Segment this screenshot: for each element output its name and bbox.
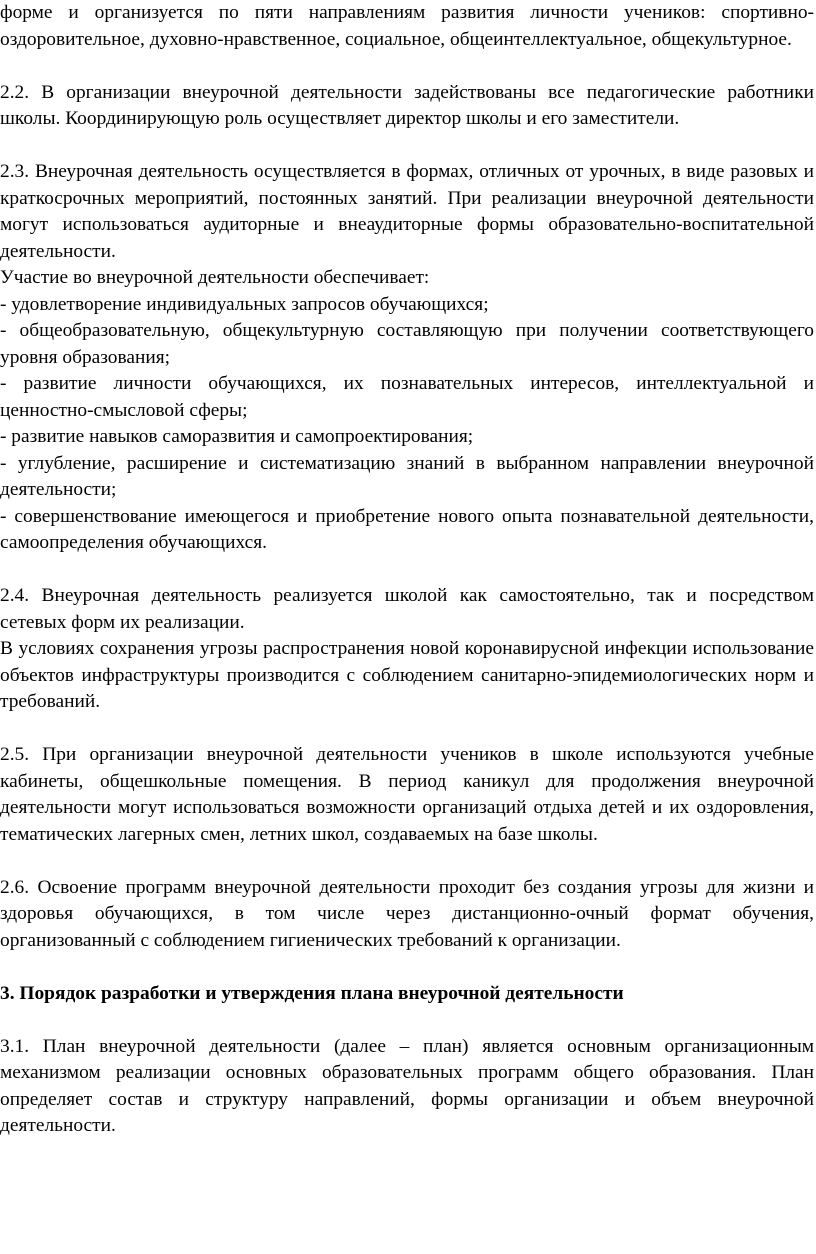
paragraph-2-3: 2.3. Внеурочная деятельность осуществляется в формах, отличных от урочных, в виде разовых и краткосрочных мероприятий, постоянных занятий. При реализации внеурочной деятельности могут использоваться аудиторные и внеаудиторные формы образовательно-воспитательной деятельности. [0,161,814,262]
participation-item: - развитие навыков саморазвития и самопроектирования; [0,426,474,447]
paragraph-gap [0,133,814,160]
intro-continuation-paragraph: форме и организуется по пяти направлениям развития личности учеников: спортивно-оздоровительное, духовно-нравственное, социальное, общеинтеллектуальное, общекультурное. [0,2,814,50]
participation-item: - удовлетворение индивидуальных запросов обучающихся; [0,293,489,315]
paragraph-2-4: 2.4. Внеурочная деятельность реализуется школой как самостоятельно, так и посредством сетевых форм их реализации. [0,585,814,633]
paragraph-gap [0,1007,814,1034]
paragraph-2-6: 2.6. Освоение программ внеурочной деятельности проходит без создания угрозы для жизни и здоровья обучающихся, в том числе через дистанционно-очный формат обучения, организованный с соблюдением гигиенических требований к организации. [0,876,814,951]
paragraph-gap [0,716,814,743]
paragraph-3-1: 3.1. План внеурочной деятельности (далее – план) является основным организационным механизмом реализации основных образовательных программ общего образования. План определяет состав и структуру направлений, формы организации и объем внеурочной деятельности. [0,1035,814,1136]
paragraph-2-4-covid: В условиях сохранения угрозы распространения новой коронавирусной инфекции использование объектов инфраструктуры производится с соблюдением санитарно-эпидемиологических норм и требований. [0,638,814,712]
participation-item: - развитие личности обучающихся, их познавательных интересов, интеллектуальной и ценностно-смысловой сферы; [0,373,814,421]
section-3-heading: 3. Порядок разработки и утверждения плана внеурочной деятельности [0,982,624,1004]
paragraph-2-2: 2.2. В организации внеурочной деятельности задействованы все педагогические работники школы. Координирующую роль осуществляет директор школы и его заместители. [0,81,814,129]
participation-item: - совершенствование имеющегося и приобретение нового опыта познавательной деятельности, самоопределения обучающихся. [0,505,814,553]
paragraph-gap [0,53,814,80]
paragraph-2-5: 2.5. При организации внеурочной деятельности учеников в школе используются учебные кабинеты, общешкольные помещения. В период каникул для продолжения внеурочной деятельности могут использоваться возможности организаций отдыха детей и их оздоровления, тематических лагерных смен, летних школ, создаваемых на базе школы. [0,744,814,845]
participation-item: - общеобразовательную, общекультурную составляющую при получении соответствующего уровня образования; [0,320,814,368]
paragraph-gap [0,954,814,981]
paragraph-gap [0,557,814,584]
participation-intro: Участие во внеурочной деятельности обеспечивает: [0,267,430,288]
paragraph-gap [0,848,814,875]
participation-item: - углубление, расширение и систематизацию знаний в выбранном направлении внеурочной деятельности; [0,452,814,500]
